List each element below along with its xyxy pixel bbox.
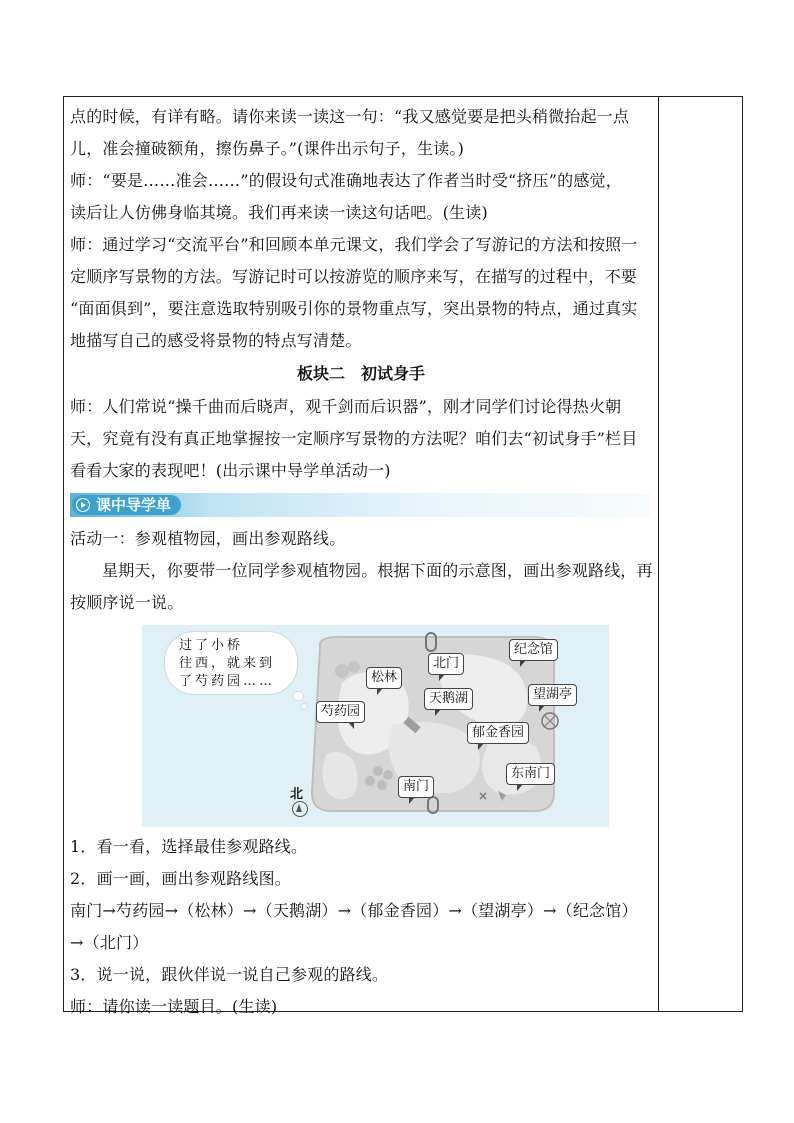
sign-dongnanmen: 东南门 <box>506 763 555 785</box>
activity-title: 活动一：参观植物园，画出参观路线。 <box>70 529 346 548</box>
north-arrow-icon <box>292 801 308 817</box>
tree <box>335 664 349 678</box>
intro-line: 定顺序写景物的方法。写游记时可以按游览的顺序来写，在描写的过程中，不要 <box>70 267 638 286</box>
section-line: 师：人们常说“操千曲而后晓声，观千剑而后识器”，刚才同学们讨论得热火朝 <box>70 397 622 416</box>
tree <box>365 776 375 786</box>
intro-line: 儿，准会撞破额角，擦伤鼻子。”(课件出示句子，生读。) <box>70 139 465 158</box>
intro-line: 师：通过学习“交流平台”和回顾本单元课文，我们学会了写游记的方法和按照一 <box>70 235 638 254</box>
lesson-table <box>63 96 743 1016</box>
sign-beimen: 北门 <box>428 653 464 675</box>
guide-pill <box>72 495 181 515</box>
intro-line: 地描写自己的感受将景物的特点写清楚。 <box>70 331 362 350</box>
intro-line: “面面俱到”，要注意选取特别吸引你的景物重点写，突出景物的特点，通过真实 <box>70 299 638 318</box>
tree <box>377 780 387 790</box>
sign-shaoyaoyuan: 芍药园 <box>316 701 365 723</box>
thought-dot <box>300 703 308 710</box>
route-answer-line: →（北门） <box>70 933 149 952</box>
intro-line: 师：“要是……准会……”的假设句式准确地表达了作者当时受“挤压”的感觉， <box>70 171 622 190</box>
sign-yujinxiangyuan: 郁金香园 <box>467 722 529 744</box>
sign-tianehu: 天鹅湖 <box>424 688 473 710</box>
section-line: 天，究竟有没有真正地掌握按一定顺序写景物的方法呢？咱们去“初试身手”栏目 <box>70 429 638 448</box>
intro-line: 读后让人仿佛身临其境。我们再来读一读这句话吧。(生读) <box>70 203 488 222</box>
tree <box>383 770 393 780</box>
north-label: 北 <box>290 787 304 802</box>
sign-songlin: 松林 <box>366 667 402 689</box>
tree <box>373 766 383 776</box>
section-line: 看看大家的表现吧！(出示课中导学单活动一) <box>70 461 391 480</box>
thought-dot <box>292 691 304 701</box>
activity-desc-line: 按顺序说一说。 <box>70 593 184 612</box>
step-line: 3．说一说，跟伙伴说一说自己参观的路线。 <box>70 965 389 984</box>
route-answer-line: 南门→芍药园→（松林）→（天鹅湖）→（郁金香园）→（望湖亭）→（纪念馆） <box>70 901 638 920</box>
guide-label: 课中导学单 <box>96 496 172 514</box>
section-title: 板块二 初试身手 <box>296 364 425 383</box>
botanical-garden-map <box>142 625 609 827</box>
sign-wanghuting: 望湖亭 <box>528 684 577 706</box>
sign-jinianguan: 纪念馆 <box>509 639 558 661</box>
tree <box>348 661 360 673</box>
content-cell <box>70 101 652 1023</box>
intro-line: 点的时候，有详有略。请你来读一读这一句：“我又感觉要是把头稍微抬起一点 <box>70 107 630 126</box>
sign-nanmen: 南门 <box>398 776 434 798</box>
activity-desc-line: 星期天，你要带一位同学参观植物园。根据下面的示意图，画出参观路线，再 <box>102 561 653 580</box>
thought-bubble: 过了小桥 往西，就来到 了芍药园…… <box>164 631 298 695</box>
column-divider <box>658 97 659 1011</box>
step-line: 2．画一画，画出参观路线图。 <box>70 869 291 888</box>
step-line: 1．看一看，选择最佳参观路线。 <box>70 837 308 856</box>
teacher-line: 师：请你读一读题目。(生读) <box>70 997 278 1016</box>
guide-banner <box>70 493 650 517</box>
play-circle-icon <box>76 498 90 512</box>
